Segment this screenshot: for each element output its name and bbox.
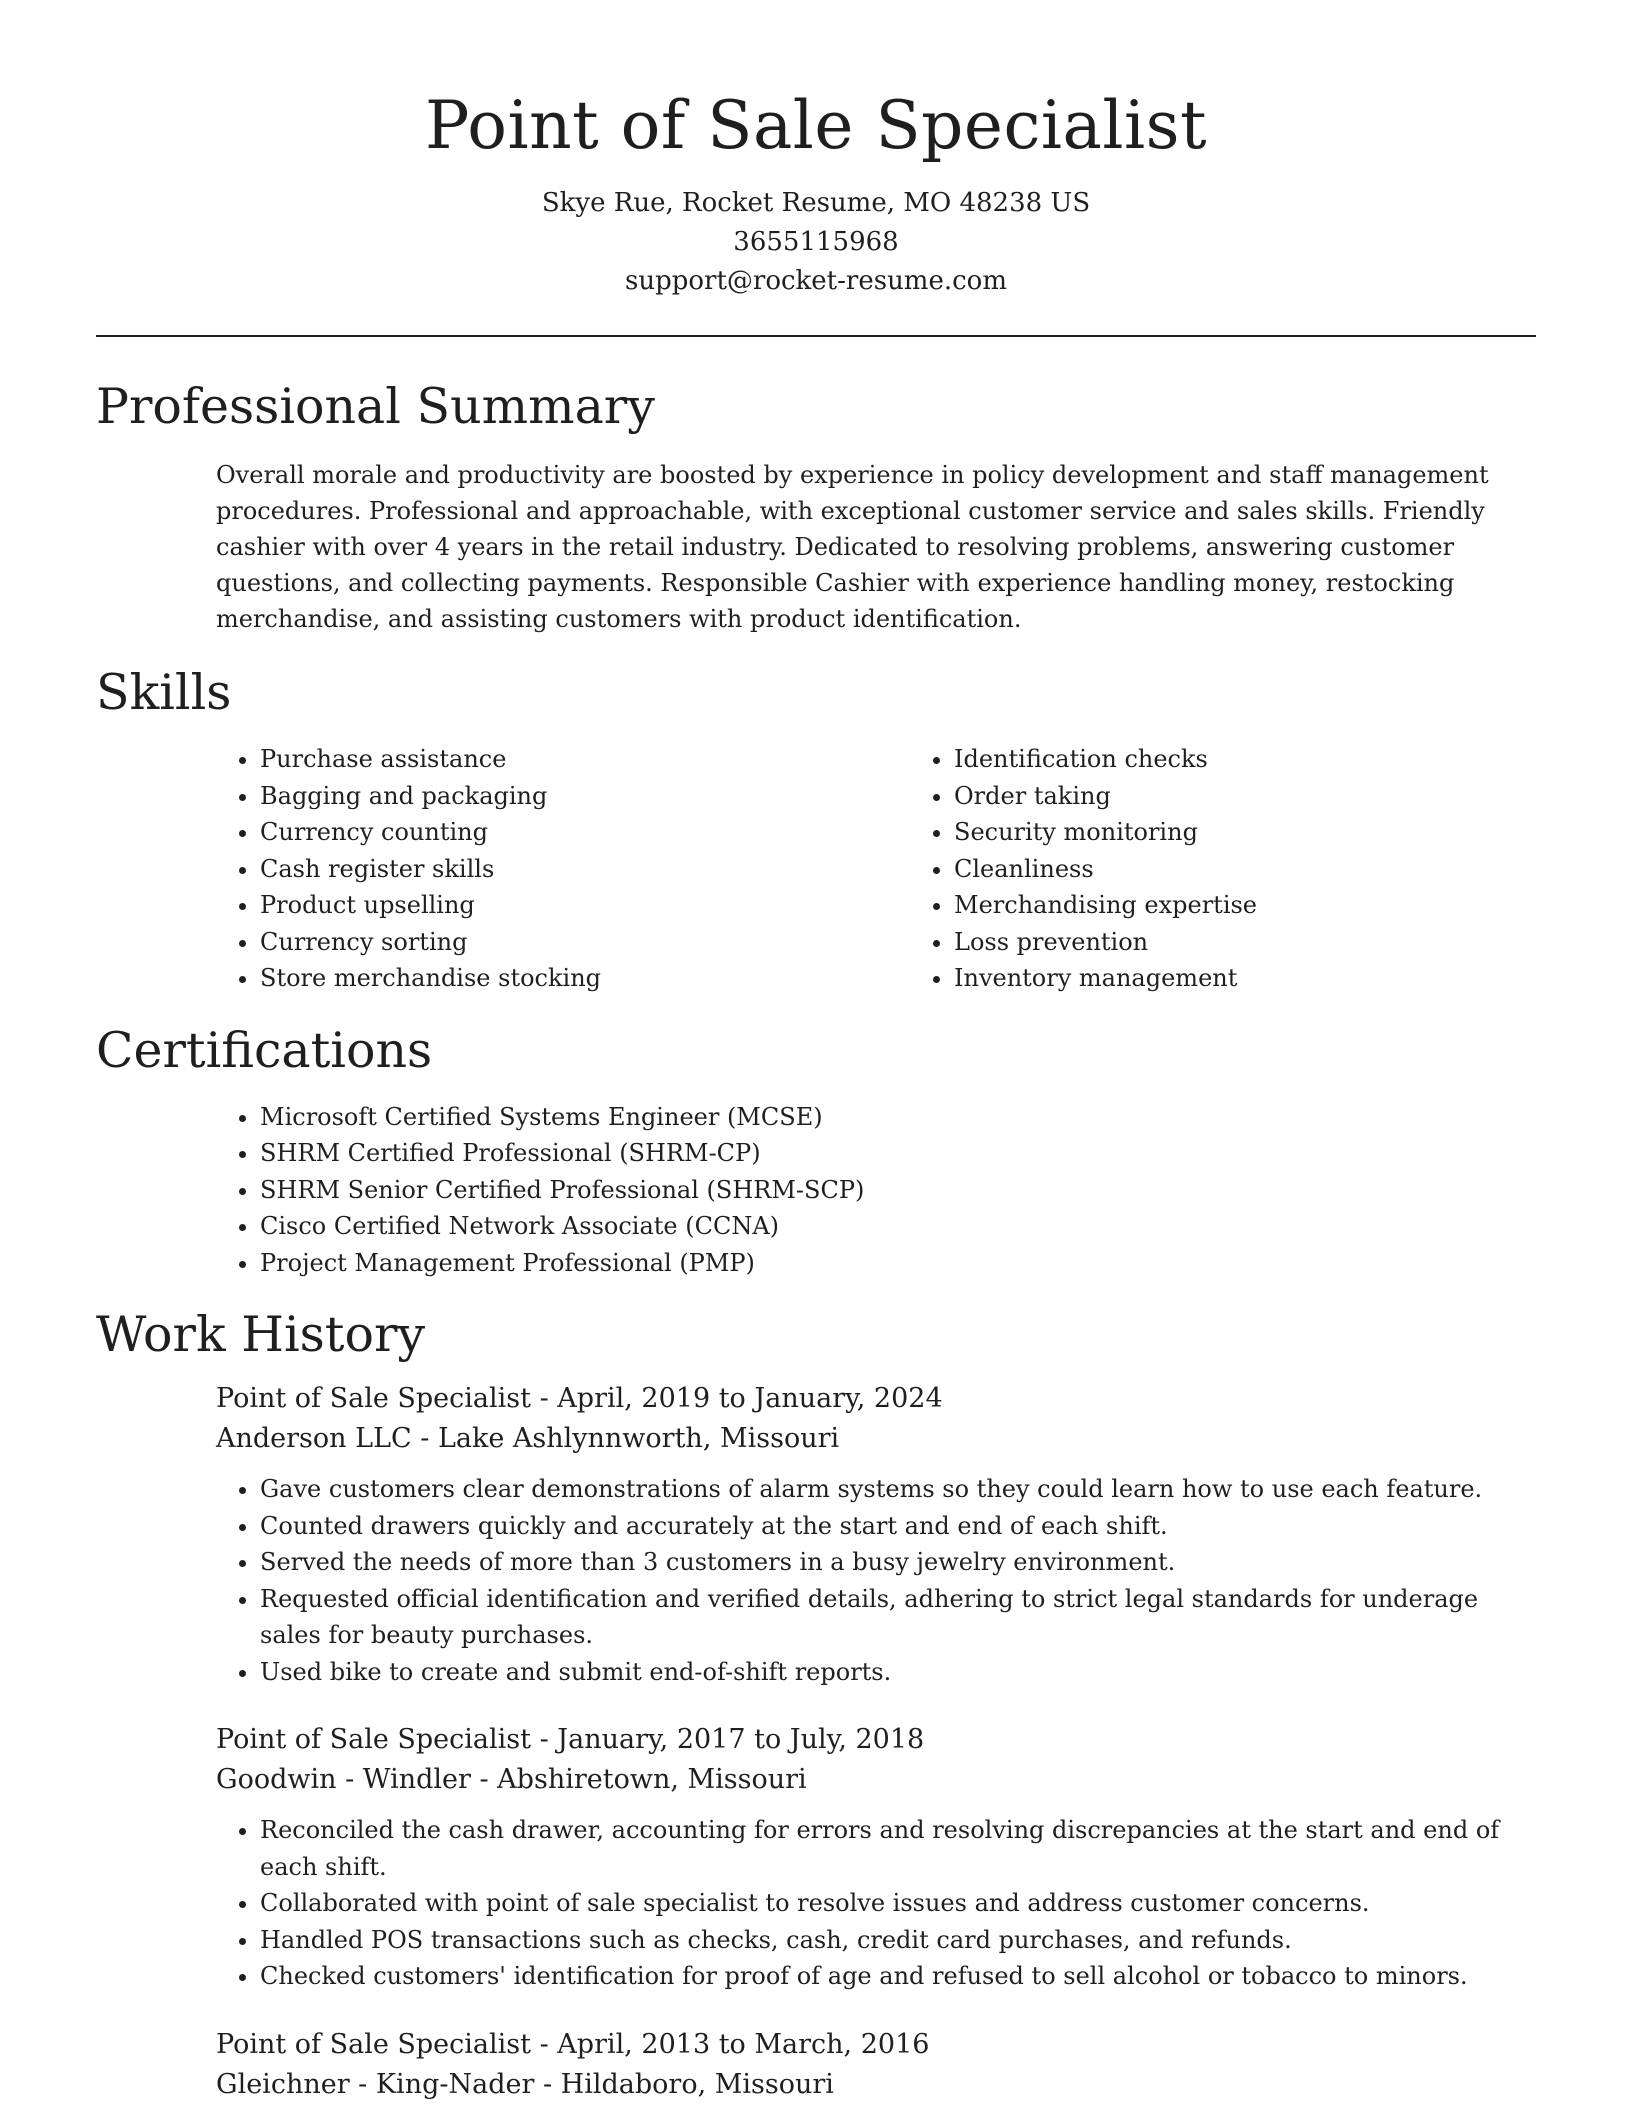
skill-item: • Identification checks — [954, 741, 1536, 778]
summary-text: Overall morale and productivity are boosted by experience in policy development and staff management procedures. Professional and approachable, with exceptional customer service and sales skills. Friendly cashier with over 4 years in the retail industry. Dedicated to resolving problems, answering customer questions, and collecting payments. Responsible Cashier with experience handling money, restocking merchandise, and assisting customers with product identification. — [216, 461, 1489, 633]
job-bullet: • Used bike to create and submit end-of-shift reports. — [260, 1654, 1536, 1691]
job-company: Goodwin - Windler - Abshiretown, Missouri — [216, 1764, 807, 1795]
certification-item: • Project Management Professional (PMP) — [260, 1245, 1536, 1282]
skill-item: • Currency sorting — [260, 924, 910, 961]
job-entry — [216, 1379, 1536, 1690]
job-title: Point of Sale Specialist - April, 2019 to January, 2024 — [216, 1383, 943, 1414]
work-history-section — [96, 1305, 1536, 2105]
job-entry — [216, 2025, 1536, 2105]
certification-item: • SHRM Senior Certified Professional (SHRM-SCP) — [260, 1172, 1536, 1209]
job-bullet: • Counted drawers quickly and accurately at the start and end of each shift. — [260, 1508, 1536, 1545]
summary-section — [96, 377, 1536, 637]
skills-grid — [216, 741, 1536, 997]
job-bullet: • Reconciled the cash drawer, accounting for errors and resolving discrepancies at the start and end of each shift. — [260, 1812, 1536, 1885]
skill-item: • Loss prevention — [954, 924, 1536, 961]
job-company: Gleichner - King-Nader - Hildaboro, Missouri — [216, 2068, 834, 2100]
skill-item: • Bagging and packaging — [260, 778, 910, 815]
skills-list-right — [910, 741, 1536, 997]
certifications-section — [96, 1021, 1536, 1282]
job-bullet: • Served the needs of more than 3 customers in a busy jewelry environment. — [260, 1544, 1536, 1581]
skill-item: • Product upselling — [260, 887, 910, 924]
work-history-heading: Work History — [96, 1306, 426, 1363]
job-entry — [216, 1720, 1536, 1995]
contact-block — [96, 184, 1536, 301]
job-bullet: • Checked customers' identification for proof of age and refused to sell alcohol or tobacco to minors. — [260, 1958, 1536, 1995]
resume-title: Point of Sale Specialist — [425, 87, 1207, 164]
summary-heading: Professional Summary — [96, 378, 655, 435]
job-bullet: • Handled POS transactions such as checks, cash, credit card purchases, and refunds. — [260, 1922, 1536, 1959]
contact-email: support@rocket-resume.com — [624, 266, 1007, 296]
skill-item: • Purchase assistance — [260, 741, 910, 778]
skills-list-left — [216, 741, 910, 997]
job-bullets — [216, 1471, 1536, 1690]
job-bullet: • Requested official identification and verified details, adhering to strict legal standards for underage sales for beauty purchases. — [260, 1581, 1536, 1654]
skill-item: • Order taking — [954, 778, 1536, 815]
certification-item: • Cisco Certified Network Associate (CCNA) — [260, 1208, 1536, 1245]
header-divider — [96, 335, 1536, 337]
skill-item: • Currency counting — [260, 814, 910, 851]
skill-item: • Store merchandise stocking — [260, 960, 910, 997]
job-company: Anderson LLC - Lake Ashlynnworth, Missouri — [216, 1423, 840, 1454]
certification-item: • SHRM Certified Professional (SHRM-CP) — [260, 1135, 1536, 1172]
job-bullet: • Collaborated with point of sale specialist to resolve issues and address customer concerns. — [260, 1885, 1536, 1922]
job-title: Point of Sale Specialist - April, 2013 to March, 2016 — [216, 2028, 930, 2060]
skill-item: • Security monitoring — [954, 814, 1536, 851]
job-title: Point of Sale Specialist - January, 2017 to July, 2018 — [216, 1724, 925, 1755]
job-bullets — [216, 1812, 1536, 1995]
certification-item: • Microsoft Certified Systems Engineer (MCSE) — [260, 1099, 1536, 1136]
skill-item: • Merchandising expertise — [954, 887, 1536, 924]
job-bullet: • Gave customers clear demonstrations of alarm systems so they could learn how to use each feature. — [260, 1471, 1536, 1508]
skills-heading: Skills — [96, 664, 232, 721]
skill-item: • Inventory management — [954, 960, 1536, 997]
resume-header — [96, 0, 1536, 301]
skill-item: • Cleanliness — [954, 851, 1536, 888]
skill-item: • Cash register skills — [260, 851, 910, 888]
contact-phone: 3655115968 — [733, 227, 899, 257]
contact-address: Skye Rue, Rocket Resume, MO 48238 US — [541, 188, 1091, 218]
certifications-list — [216, 1099, 1536, 1282]
certifications-heading: Certifications — [96, 1021, 433, 1079]
skills-section — [96, 663, 1536, 997]
